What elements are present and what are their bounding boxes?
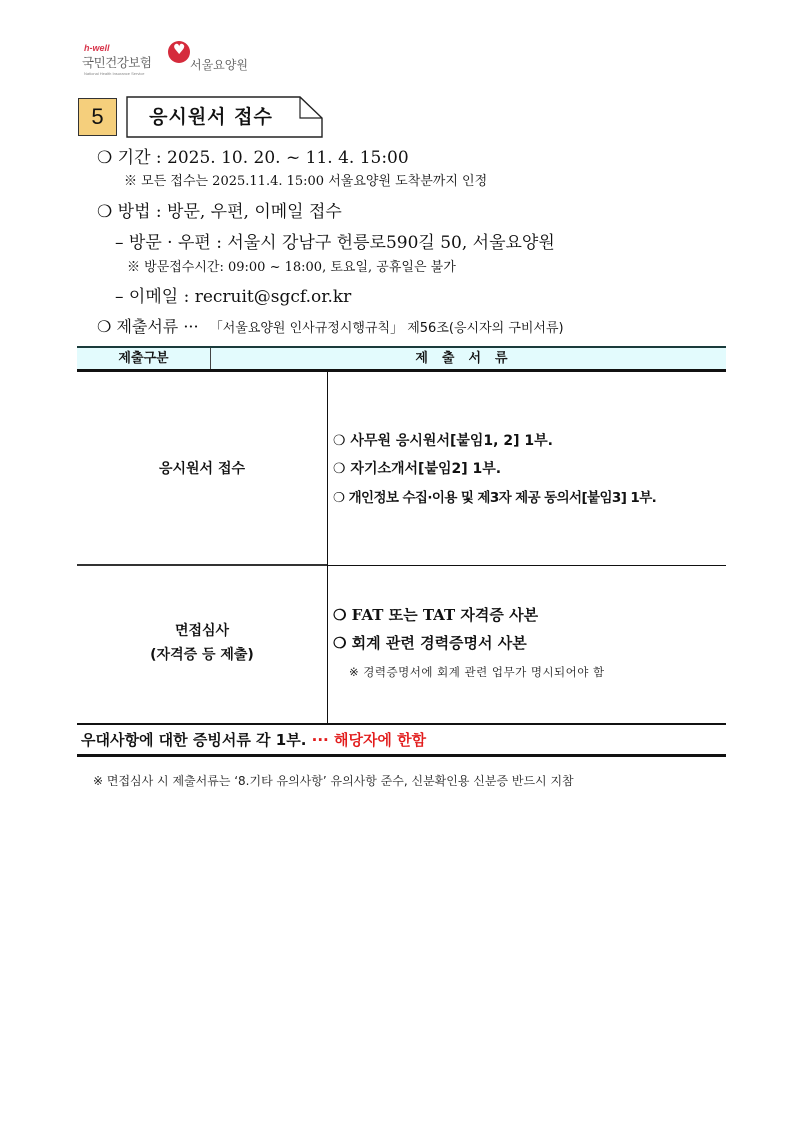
row-divider-left [77,564,327,566]
hwell-brand: h-well [84,43,110,53]
organization-logo [82,40,272,86]
documents-label: 제출서류 ··· [116,317,199,336]
visit-post-address: – 방문 · 우편 : 서울시 강남구 헌릉로590길 50, 서울요양원 [115,233,555,253]
circle-bullet-icon: ❍ [97,202,113,222]
section-number: 5 [78,98,117,136]
document-item: ❍ FAT 또는 TAT 자격증 사본 [333,606,539,624]
heart-icon [168,41,190,63]
document-item: ❍ 사무원 응시원서[붙임1, 2] 1부. [333,433,553,449]
method-text: 방법 : 방문, 우편, 이메일 접수 [117,202,342,222]
documents-line [97,314,564,337]
column-divider [327,372,328,723]
row-category: 응시원서 접수 [158,461,246,477]
center-name: 서울요양원 [190,58,248,72]
row-category-line1: 면접심사 [174,623,230,639]
document-note: ※ 경력증명서에 회계 관련 업무가 명시되어야 함 [349,665,605,679]
footnote: ※ 면접심사 시 제출서류는 ‘8.기타 유의사항’ 유의사항 준수, 신분확인용 신분증 반드시 지참 [93,774,574,788]
preference-row [77,723,726,757]
documents-reference: 「서울요양원 인사규정시행규칙」 제56조(응시자의 구비서류) [209,321,564,336]
preference-highlight: ··· 해당자에 한함 [311,731,427,749]
period-text: 기간 : 2025. 10. 20. ~ 11. 4. 15:00 [117,148,409,168]
document-item: ❍ 회계 관련 경력증명서 사본 [333,634,527,652]
header-category: 제출구분 [77,348,211,369]
circle-bullet-icon: ❍ [97,148,113,168]
row-category-line2: (자격증 등 제출) [150,647,254,663]
email-line: – 이메일 : recruit@sgcf.or.kr [115,287,352,307]
method-line [97,197,342,222]
preference-text: 우대사항에 대한 증빙서류 각 1부. [81,731,307,749]
circle-bullet-icon: ❍ [97,317,112,336]
document-item: ❍ 자기소개서[붙임2] 1부. [333,461,502,477]
visit-hours-note: ※ 방문접수시간: 09:00 ~ 18:00, 토요일, 공휴일은 불가 [127,260,456,275]
period-line [97,143,409,168]
period-note: ※ 모든 접수는 2025.11.4. 15:00 서울요양원 도착분까지 인정 [124,174,488,189]
document-item: ❍ 개인정보 수집·이용 및 제3자 제공 동의서[붙임3] 1부. [333,490,657,506]
section-title-box [126,96,322,138]
org-name: 국민건강보험 [82,55,152,70]
section-title: 응시원서 접수 [149,106,273,128]
row-divider-right [327,565,726,566]
table-header [77,346,726,372]
org-subtitle: National Health Insurance Service [84,71,145,76]
header-documents: 제출서류 [415,351,522,366]
